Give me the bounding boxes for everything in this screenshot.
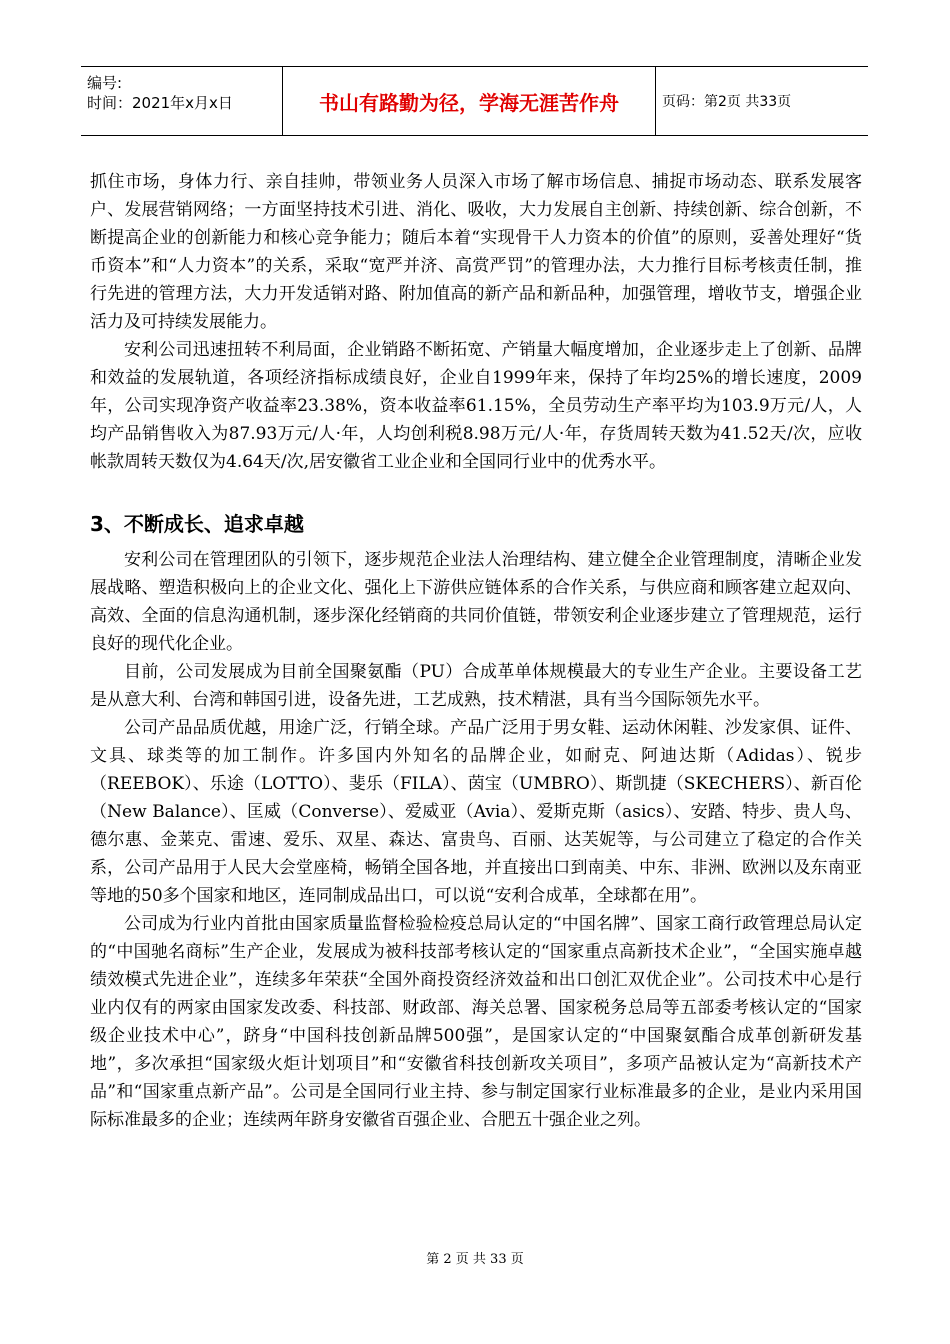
paragraph: 目前，公司发展成为目前全国聚氨酯（PU）合成革单体规模最大的专业生产企业。主要设备工艺是从意大利、台湾和韩国引进，设备先进，工艺成熟，技术精湛，具有当今国际领先水平。 [90,662,862,710]
paragraph: 安利公司迅速扭转不利局面，企业销路不断拓宽、产销量大幅度增加，企业逐步走上了创新、品牌和效益的发展轨道，各项经济指标成绩良好，企业自1999年来，保持了年均25%的增长速度，2009年，公司实现净资产收益率23.38%，资本收益率61.15%，全员劳动生产率平均为103.9万元/人，人均产品销售收入为87.93万元/人·年，人均创利税8.98万元/人·年，存货周转天数为41.52天/次，应收帐款周转天数仅为4.64天/次,居安徽省工业企业和全国同行业中的优秀水平。 [90,340,862,472]
paragraph: 公司产品品质优越，用途广泛，行销全球。产品广泛用于男女鞋、运动休闲鞋、沙发家俱、证件、文具、球类等的加工制作。许多国内外知名的品牌企业，如耐克、阿迪达斯（Adidas）、锐步（REEBOK）、乐途（LOTTO）、斐乐（FILA）、茵宝（UMBRO）、斯凯捷（SKECHERS）、新百伦（New Balance）、匡威（Converse）、爱威亚（Avia）、爱斯克斯（asics）、安踏、特步、贵人鸟、德尔惠、金莱克、雷速、爱乐、双星、森达、富贵鸟、百丽、达芙妮等，与公司建立了稳定的合作关系，公司产品用于人民大会堂座椅，畅销全国各地，并直接出口到南美、中东、非洲、欧洲以及东南亚等地的50多个国家和地区，连同制成品出口，可以说“安利合成革，全球都在用”。 [90,718,862,906]
header-motto: 书山有路勤为径，学海无涯苦作舟 [283,67,656,135]
paragraph: 抓住市场，身体力行、亲自挂帅，带领业务人员深入市场了解市场信息、捕捉市场动态、联系发展客户、发展营销网络；一方面坚持技术引进、消化、吸收，大力发展自主创新、持续创新、综合创新，不断提高企业的创新能力和核心竞争能力；随后本着“实现骨干人力资本的价值”的原则，妥善处理好“货币资本”和“人力资本”的关系，采取“宽严并济、高赏严罚”的管理办法，大力推行目标考核责任制，推行先进的管理方法，大力开发适销对路、附加值高的新产品和新品种，加强管理，增收节支，增强企业活力及可持续发展能力。 [90,172,862,332]
header-page-info: 页码：第2页 共33页 [662,94,792,110]
header-meta [81,67,283,135]
document-body [90,168,862,1134]
paragraph: 安利公司在管理团队的引领下，逐步规范企业法人治理结构、建立健全企业管理制度，清晰企业发展战略、塑造积极向上的企业文化、强化上下游供应链体系的合作关系，与供应商和顾客建立起双向、高效、全面的信息沟通机制，逐步深化经销商的共同价值链，带领安利企业逐步建立了管理规范，运行良好的现代化企业。 [90,550,862,654]
paragraph: 公司成为行业内首批由国家质量监督检验检疫总局认定的“中国名牌”、国家工商行政管理总局认定的“中国驰名商标”生产企业，发展成为被科技部考核认定的“国家重点高新技术企业”，“全国实施卓越绩效模式先进企业”，连续多年荣获“全国外商投资经济效益和出口创汇双优企业”。公司技术中心是行业内仅有的两家由国家发改委、科技部、财政部、海关总署、国家税务总局等五部委考核认定的“国家级企业技术中心”，跻身“中国科技创新品牌500强”，是国家认定的“中国聚氨酯合成革创新研发基地”，多次承担“国家级火炬计划项目”和“安徽省科技创新攻关项目”，多项产品被认定为“高新技术产品”和“国家重点新产品”。公司是全国同行业主持、参与制定国家行业标准最多的企业，是业内采用国际标准最多的企业；连续两年跻身安徽省百强企业、合肥五十强企业之列。 [90,914,862,1130]
section-heading: 3、不断成长、追求卓越 [90,512,304,536]
document-date: 时间：2021年x月x日 [87,94,233,112]
page-footer: 第 2 页 共 33 页 [426,1252,524,1267]
document-number-label: 编号: [87,74,123,92]
page-header [81,66,868,136]
